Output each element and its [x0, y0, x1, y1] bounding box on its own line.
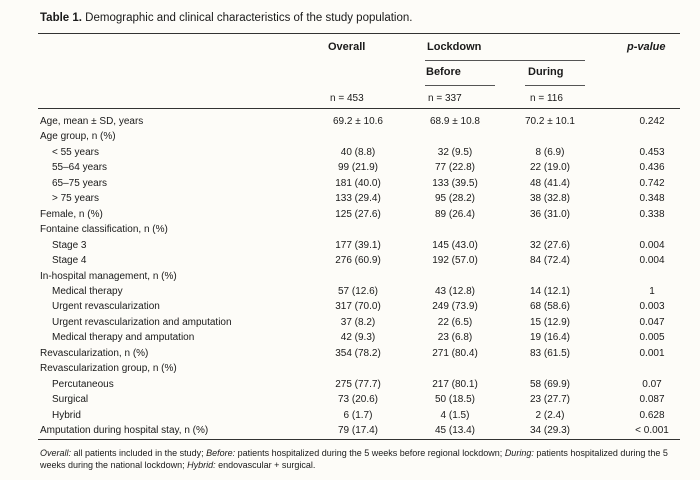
- table-number: Table 1.: [40, 12, 82, 24]
- row-label: Hybrid: [52, 409, 81, 421]
- table-row: [0, 224, 700, 239]
- cell-pvalue: 0.004: [639, 255, 665, 267]
- cell-during: 8 (6.9): [535, 146, 565, 158]
- row-label: 55–64 years: [52, 162, 108, 174]
- cell-before: 50 (18.5): [434, 394, 476, 406]
- cell-during: 19 (16.4): [529, 332, 571, 344]
- cell-before: 32 (9.5): [437, 146, 473, 158]
- cell-before: 45 (13.4): [434, 425, 476, 436]
- table-row: [0, 240, 700, 255]
- cell-overall: 354 (78.2): [335, 347, 381, 359]
- cell-before: 23 (6.8): [437, 332, 473, 344]
- cell-overall: 6 (1.7): [343, 409, 373, 421]
- table-row: [0, 301, 700, 316]
- cell-before: 77 (22.8): [434, 162, 476, 174]
- table-row: [0, 131, 700, 146]
- row-label: Urgent revascularization and amputation: [52, 316, 232, 328]
- cell-pvalue: 0.436: [639, 162, 665, 174]
- header-lockdown: Lockdown: [427, 41, 482, 53]
- cell-before: 22 (6.5): [437, 316, 473, 328]
- cell-during: 32 (27.6): [529, 239, 571, 251]
- table-footnote: [40, 447, 676, 471]
- table-row: [0, 410, 700, 425]
- cell-pvalue: 0.087: [639, 394, 665, 406]
- cell-during: 14 (12.1): [529, 285, 571, 297]
- header-overall: Overall: [328, 41, 366, 53]
- footnote-before-def: patients hospitalized during the 5 weeks before regional lockdown;: [235, 448, 505, 458]
- header-during: During: [528, 66, 564, 78]
- footnote-hybrid-def: endovascular + surgical.: [215, 460, 316, 470]
- table-row: [0, 116, 700, 131]
- cell-overall: 57 (12.6): [337, 285, 379, 297]
- cell-during: 70.2 ± 10.1: [525, 116, 575, 127]
- cell-overall: 79 (17.4): [337, 425, 379, 436]
- cell-overall: 275 (77.7): [335, 378, 381, 390]
- n-overall: n = 453: [330, 93, 364, 104]
- table-row: [0, 317, 700, 332]
- cell-before: 95 (28.2): [434, 193, 476, 205]
- cell-overall: 276 (60.9): [335, 255, 381, 267]
- cell-pvalue: 0.453: [639, 146, 665, 158]
- cell-overall: 99 (21.9): [337, 162, 379, 174]
- cell-overall: 181 (40.0): [335, 177, 381, 189]
- cell-pvalue: 0.628: [639, 409, 665, 421]
- cell-during: 58 (69.9): [529, 378, 571, 390]
- row-label: Revascularization group, n (%): [40, 363, 177, 375]
- cell-pvalue: 0.001: [639, 347, 665, 359]
- cell-during: 68 (58.6): [529, 301, 571, 313]
- cell-pvalue: < 0.001: [635, 425, 669, 436]
- cell-during: 15 (12.9): [529, 316, 571, 328]
- cell-pvalue: 0.338: [639, 208, 665, 220]
- bottom-rule: [38, 439, 680, 440]
- cell-before: 192 (57.0): [432, 255, 478, 267]
- cell-overall: 40 (8.8): [340, 146, 376, 158]
- cell-before: 249 (73.9): [432, 301, 478, 313]
- row-label: Surgical: [52, 394, 89, 406]
- table-row: [0, 271, 700, 286]
- row-label: Percutaneous: [52, 378, 114, 390]
- n-before: n = 337: [428, 93, 462, 104]
- cell-pvalue: 0.003: [639, 301, 665, 313]
- footnote-hybrid-term: Hybrid:: [187, 460, 216, 470]
- cell-during: 84 (72.4): [529, 255, 571, 267]
- header-rule: [38, 108, 680, 109]
- footnote-during-term: During:: [504, 448, 534, 458]
- cell-pvalue: 0.005: [639, 332, 665, 344]
- row-label: Amputation during hospital stay, n (%): [40, 425, 209, 436]
- cell-overall: 42 (9.3): [340, 332, 376, 344]
- table-title: Demographic and clinical characteristics of the study population.: [85, 12, 413, 24]
- cell-during: 83 (61.5): [529, 347, 571, 359]
- cell-pvalue: 0.242: [639, 116, 665, 127]
- row-label: 65–75 years: [52, 177, 108, 189]
- cell-pvalue: 0.004: [639, 239, 665, 251]
- table-row: [0, 348, 700, 363]
- row-label: In-hospital management, n (%): [40, 270, 177, 282]
- cell-before: 271 (80.4): [432, 347, 478, 359]
- row-label: Fontaine classification, n (%): [40, 224, 168, 236]
- cell-pvalue: 0.07: [642, 378, 662, 390]
- table-row: [0, 147, 700, 162]
- row-label: > 75 years: [52, 193, 99, 205]
- cell-during: 36 (31.0): [529, 208, 571, 220]
- cell-pvalue: 0.742: [639, 177, 665, 189]
- row-label: Medical therapy and amputation: [52, 332, 195, 344]
- cell-before: 89 (26.4): [434, 208, 476, 220]
- cell-overall: 69.2 ± 10.6: [333, 116, 383, 127]
- cell-during: 34 (29.3): [529, 425, 571, 436]
- cell-during: 2 (2.4): [535, 409, 565, 421]
- footnote-during-def: patients hospitalized during the 5 weeks during the national lockdown;: [40, 448, 668, 470]
- footnote-before-term: Before:: [206, 448, 236, 458]
- table-row: [0, 193, 700, 208]
- table-row: [0, 162, 700, 177]
- table-row: [0, 209, 700, 224]
- footnote-overall-def: all patients included in the study;: [71, 448, 207, 458]
- cell-overall: 317 (70.0): [335, 301, 381, 313]
- table-row: [0, 255, 700, 270]
- cell-before: 68.9 ± 10.8: [430, 116, 480, 127]
- top-rule: [38, 33, 680, 34]
- cell-before: 145 (43.0): [432, 239, 478, 251]
- before-subrule: [425, 85, 495, 86]
- header-pvalue: p-value: [627, 41, 666, 53]
- cell-before: 217 (80.1): [432, 378, 478, 390]
- cell-overall: 133 (29.4): [335, 193, 381, 205]
- cell-before: 43 (12.8): [434, 285, 476, 297]
- cell-overall: 125 (27.6): [335, 208, 381, 220]
- cell-pvalue: 1: [649, 285, 655, 297]
- row-label: Age, mean ± SD, years: [40, 116, 144, 127]
- cell-during: 23 (27.7): [529, 394, 571, 406]
- row-label: Urgent revascularization: [52, 301, 160, 313]
- cell-pvalue: 0.348: [639, 193, 665, 205]
- row-label: Age group, n (%): [40, 131, 116, 143]
- table-row: [0, 178, 700, 193]
- table-row: [0, 332, 700, 347]
- cell-before: 4 (1.5): [440, 409, 470, 421]
- row-label: Revascularization, n (%): [40, 347, 149, 359]
- cell-before: 133 (39.5): [432, 177, 478, 189]
- lockdown-subrule: [425, 60, 585, 61]
- n-during: n = 116: [530, 93, 563, 104]
- during-subrule: [525, 85, 585, 86]
- cell-during: 48 (41.4): [529, 177, 571, 189]
- cell-during: 38 (32.8): [529, 193, 571, 205]
- row-label: Female, n (%): [40, 208, 103, 220]
- row-label: Medical therapy: [52, 285, 123, 297]
- cell-overall: 73 (20.6): [337, 394, 379, 406]
- table-row: [0, 394, 700, 409]
- table-row: [0, 425, 700, 440]
- table-row: [0, 379, 700, 394]
- cell-overall: 37 (8.2): [340, 316, 376, 328]
- cell-overall: 177 (39.1): [335, 239, 381, 251]
- cell-during: 22 (19.0): [529, 162, 571, 174]
- cell-pvalue: 0.047: [639, 316, 665, 328]
- table-caption: [40, 12, 412, 24]
- row-label: Stage 3: [52, 239, 87, 251]
- table-row: [0, 363, 700, 378]
- table-row: [0, 286, 700, 301]
- footnote-overall-term: Overall:: [40, 448, 72, 458]
- header-before: Before: [426, 66, 461, 78]
- row-label: < 55 years: [52, 146, 99, 158]
- row-label: Stage 4: [52, 255, 87, 267]
